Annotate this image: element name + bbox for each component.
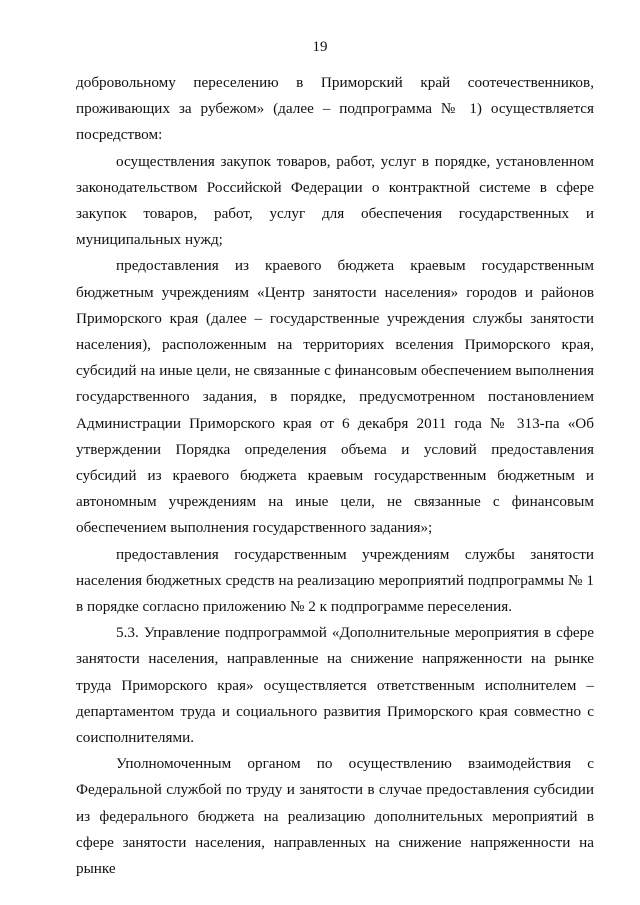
paragraph-procurement: осуществления закупок товаров, работ, услуг в порядке, установленном законодательством Российской Федерации о контрактной системе в сфере закупок товаров, работ, услуг для обеспечения государственных и муниципальных нужд;: [76, 152, 594, 249]
paragraph-subsidies: предоставления из краевого бюджета краевым государственным бюджетным учреждениям «Центр занятости населения» городов и районов Приморского края (далее – государственные учреждения службы занятости населения), расположенным на территориях вселения Приморского края, субсидий на иные цели, не связанные с финансовым обеспечением выполнения государственного задания, в порядке, предусмотренном постановлением Администрации Приморского края от 6 декабря 2011 года № 313-па «Об утверждении Порядка определения объема и условий предоставления субсидий из краевого бюджета краевым государственным бюджетным и автономным учреждениям на иные цели, не связанные с финансовым обеспечением выполнения государственного задания»;: [76, 257, 594, 537]
paragraph-section-5-3: 5.3. Управление подпрограммой «Дополнительные мероприятия в сфере занятости населения, направленные на снижение напряженности на рынке труда Приморского края» осуществляется ответственным исполнителем – департаментом труда и социального развития Приморского края совместно с соисполнителями.: [76, 624, 594, 747]
page-number: 19: [312, 39, 328, 55]
paragraph-continuation: добровольному переселению в Приморский край соотечественников, проживающих за рубежом» (далее – подпрограмма № 1) осуществляется посредством:: [76, 74, 594, 144]
paragraph-authorized-body: Уполномоченным органом по осуществлению взаимодействия с Федеральной службой по труду и занятости в случае предоставления субсидии из федерального бюджета на реализацию дополнительных мероприятий в сфере занятости населения, направленных на снижение напряженности на рынке: [76, 755, 594, 878]
paragraph-budget-funds: предоставления государственным учреждениям службы занятости населения бюджетных средств на реализацию мероприятий подпрограммы № 1 в порядке согласно приложению № 2 к подпрограмме переселения.: [76, 545, 594, 616]
document-body: [76, 70, 594, 882]
